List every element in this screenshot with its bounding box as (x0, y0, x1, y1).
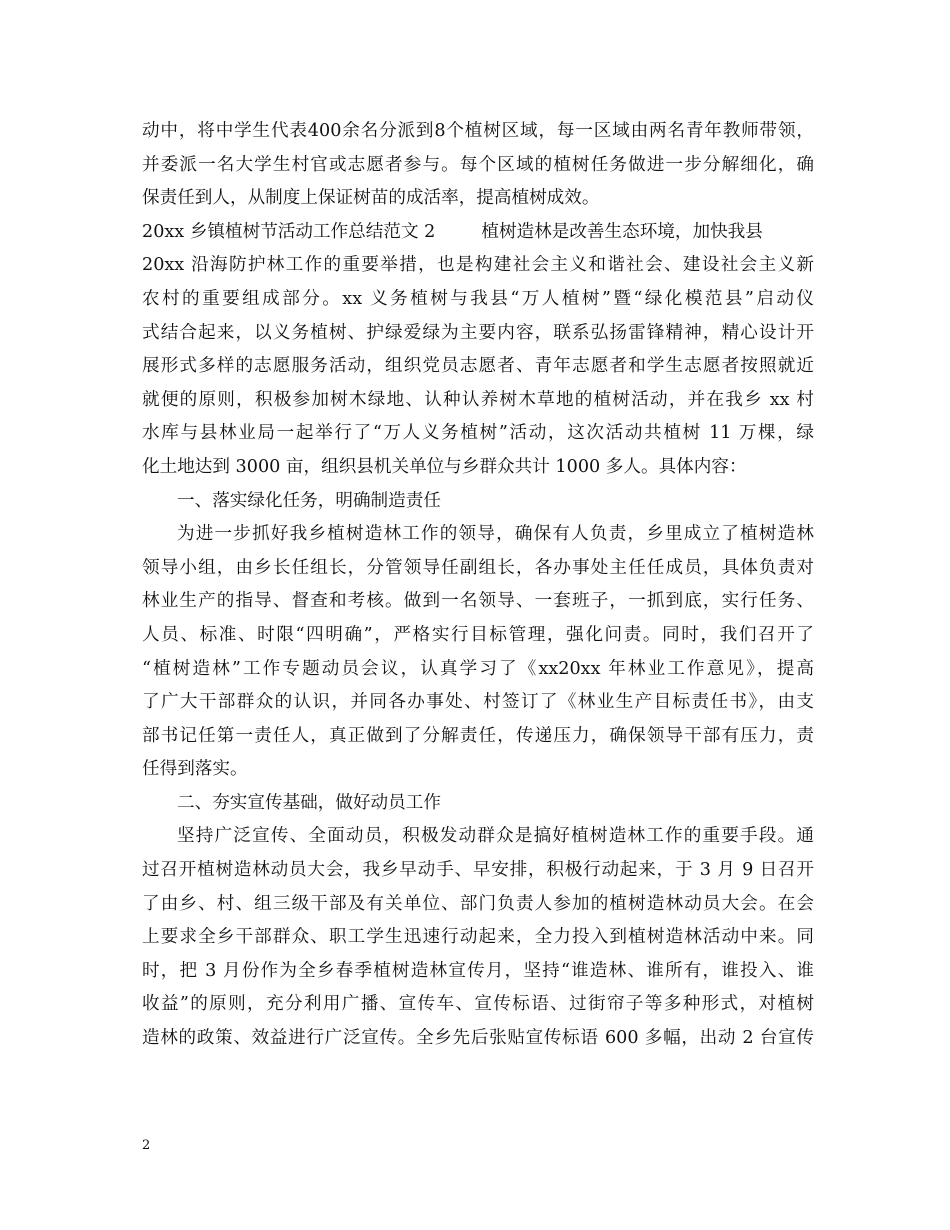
text-line: 保责任到人，从制度上保证树苗的成活率，提高植树成效。 (142, 188, 600, 209)
text-line: 动中，将中学生代表400余名分派到8个植树区域，每一区域由两名青年教师带领， (142, 121, 814, 141)
text-line: 收益”的原则，充分利用广播、宣传车、宣传标语、过街帘子等多种形式，对植树 (142, 994, 814, 1015)
text-line: 20xx 沿海防护林工作的重要举措，也是构建社会主义和谐社会、建设社会主义新 (142, 255, 814, 276)
text-line: 展形式多样的志愿服务活动，组织党员志愿者、青年志愿者和学生志愿者按照就近 (142, 356, 814, 377)
text-line: 上要求全乡干部群众、职工学生迅速行动起来，全力投入到植树造林活动中来。同 (142, 927, 814, 948)
text-line: 人员、标准、时限“四明确”，严格实行目标管理，强化问责。同时，我们召开了 (142, 624, 814, 645)
page-number: 2 (142, 1138, 151, 1153)
paragraph-first-line: 为进一步抓好我乡植树造林工作的领导，确保有人负责，乡里成立了植树造林 (177, 524, 814, 545)
paragraph-start: 植树造林是改善生态环境，加快我县 (481, 221, 763, 242)
article-title: 20xx 乡镇植树节活动工作总结范文 2 (142, 221, 436, 242)
text-line: 林业生产的指导、督查和考核。做到一名领导、一套班子，一抓到底，实行任务、 (142, 591, 814, 612)
paragraph-first-line: 坚持广泛宣传、全面动员，积极发动群众是搞好植树造林工作的重要手段。通 (177, 826, 814, 847)
text-line: 过召开植树造林动员大会，我乡早动手、早安排，积极行动起来，于 3 月 9 日召开 (142, 860, 814, 881)
text-line: 就便的原则，积极参加树木绿地、认种认养树木草地的植树活动，并在我乡 xx 村 (142, 389, 814, 410)
text-line: 并委派一名大学生村官或志愿者参与。每个区域的植树任务做进一步分解细化，确 (142, 154, 814, 175)
section-heading: 二、夯实宣传基础，做好动员工作 (177, 792, 441, 813)
text-line: 领导小组，由乡长任组长，分管领导任副组长，各办事处主任任成员，具体负责对 (142, 557, 814, 578)
text-line: 了由乡、村、组三级干部及有关单位、部门负责人参加的植树造林动员大会。在会 (142, 893, 814, 914)
section-heading: 一、落实绿化任务，明确制造责任 (177, 490, 441, 511)
text-line: 任得到落实。 (142, 759, 248, 780)
text-line: 部书记任第一责任人，真正做到了分解责任，传递压力，确保领导干部有压力，责 (142, 725, 814, 746)
section-heading-line (142, 216, 814, 250)
text-line: 化土地达到 3000 亩，组织县机关单位与乡群众共计 1000 多人。具体内容： (142, 456, 747, 477)
document-body (142, 115, 814, 1056)
text-line: 水库与县林业局一起举行了“万人义务植树”活动，这次活动共植树 11 万棵，绿 (142, 423, 814, 444)
text-line: “植树造林”工作专题动员会议，认真学习了《xx20xx 年林业工作意见》，提高 (142, 658, 814, 679)
text-line: 造林的政策、效益进行广泛宣传。全乡先后张贴宣传标语 600 多幅，出动 2 台宣传 (142, 1028, 814, 1049)
text-line: 式结合起来，以义务植树、护绿爱绿为主要内容，联系弘扬雷锋精神，精心设计开 (142, 322, 814, 343)
text-line: 农村的重要组成部分。xx 义务植树与我县“万人植树”暨“绿化模范县”启动仪 (142, 288, 814, 309)
text-line: 了广大干部群众的认识，并同各办事处、村签订了《林业生产目标责任书》，由支 (142, 692, 814, 713)
text-line: 时，把 3 月份作为全乡春季植树造林宣传月，坚持“谁造林、谁所有，谁投入、谁 (142, 960, 814, 981)
